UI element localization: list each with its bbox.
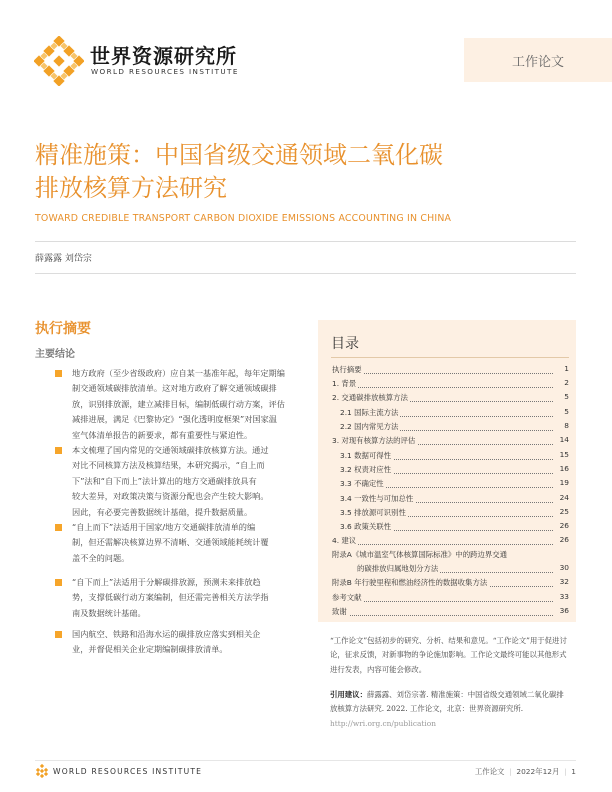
toc-leader <box>332 387 553 388</box>
toc-item[interactable] <box>332 450 569 464</box>
toc-item-page: 33 <box>559 592 569 601</box>
finding-line: 室气体清单报告的新要求，都有重要性与紧迫性。 <box>72 429 253 440</box>
finding-line: 势，支撑低碳行动方案编制，但还需完善相关方法学指 <box>72 592 269 603</box>
toc-item[interactable] <box>332 592 569 606</box>
toc-item-label: 1. 背景 <box>332 379 357 388</box>
bullet-icon <box>55 631 62 638</box>
toc-leader <box>332 544 553 545</box>
citation-url[interactable]: http://wri.org.cn/publication <box>330 718 436 728</box>
executive-summary-heading: 执行摘要 <box>35 321 91 337</box>
toc-item-label: 3.1 数据可得性 <box>340 451 392 460</box>
toc-item-page: 25 <box>559 507 569 516</box>
toc-item[interactable] <box>332 577 569 591</box>
toc-item[interactable] <box>332 521 569 535</box>
bullet-icon <box>55 579 62 586</box>
toc-item[interactable] <box>332 535 569 549</box>
table-of-contents <box>318 320 576 622</box>
toc-leader <box>332 615 553 616</box>
finding-item <box>72 443 297 520</box>
working-paper-note: “工作论文”包括初步的研究、分析、结果和意见。“工作论文”用于促进讨论，征求反馈，对新事物的争论施加影响。工作论文最终可能以其他形式进行发表，内容可能会修改。 <box>330 636 567 674</box>
finding-item <box>72 520 297 566</box>
toc-item-label: 3.2 权责对应性 <box>340 465 392 474</box>
footer-divider <box>35 760 576 761</box>
toc-item-page: 2 <box>564 378 569 387</box>
finding-line: 对比不同核算方法及核算结果，本研究揭示，“自上而 <box>72 460 265 471</box>
toc-item[interactable] <box>332 364 569 378</box>
logo-chinese-name: 世界资源研究所 <box>90 44 237 68</box>
toc-item-page: 5 <box>564 392 569 401</box>
toc-leader <box>332 373 553 374</box>
toc-item[interactable] <box>332 493 569 507</box>
toc-item[interactable] <box>332 435 569 449</box>
finding-line: “自上而下”法适用于国家/地方交通碳排放清单的编 <box>72 522 256 532</box>
toc-item[interactable] <box>332 421 569 435</box>
bullet-icon <box>55 370 62 377</box>
toc-item-label: 2. 交通碳排放核算方法 <box>332 393 408 402</box>
toc-item-page: 8 <box>564 421 569 430</box>
page-title <box>35 139 535 205</box>
toc-item[interactable] <box>332 549 569 563</box>
wri-small-logo-icon <box>35 764 49 778</box>
finding-line: 南及数据统计基础。 <box>72 607 146 618</box>
toc-item-page: 26 <box>559 521 569 530</box>
finding-line: 制，但还需解决核算边界不清晰、交通领域能耗统计覆 <box>72 537 269 548</box>
toc-item-label: 4. 建议 <box>332 536 357 545</box>
english-title: TOWARD CREDIBLE TRANSPORT CARBON DIOXIDE EMISSIONS ACCOUNTING IN CHINA <box>35 213 452 224</box>
toc-item-page: 26 <box>559 535 569 544</box>
toc-item-label: 执行摘要 <box>332 365 362 374</box>
citation-text: 薛露露、刘岱宗著. 精准施策：中国省级交通领域二氧化碳排放核算方法研究. 2022. 工作论文，北京：世界资源研究所. <box>330 690 564 714</box>
toc-item[interactable] <box>332 392 569 406</box>
toc-divider <box>331 357 569 358</box>
toc-item-page: 15 <box>559 450 569 459</box>
finding-line: 盖不全的问题。 <box>72 552 130 563</box>
footer-org-name: WORLD RESOURCES INSTITUTE <box>53 767 203 776</box>
finding-line: “自下而上”法适用于分解碳排放源，预测未来排放趋 <box>72 577 261 587</box>
toc-item[interactable] <box>332 478 569 492</box>
toc-item-label: 的碳排放归属地划分方法 <box>357 564 439 573</box>
footer-doc-type: 工作论文 <box>474 767 505 776</box>
citation-label: 引用建议： <box>330 690 367 699</box>
finding-item <box>72 575 297 621</box>
toc-item-label: 3. 对现有核算方法的评估 <box>332 436 416 445</box>
toc-item-page: 14 <box>559 435 569 444</box>
toc-item-label: 3.3 不确定性 <box>340 479 384 488</box>
document-type-label: 工作论文 <box>511 55 564 70</box>
finding-line: 业，并督促相关企业定期编制碳排放清单。 <box>72 644 228 655</box>
finding-item <box>72 366 297 443</box>
document-type-tag <box>464 38 612 82</box>
citation <box>330 688 570 731</box>
divider <box>35 273 576 274</box>
toc-item-page: 5 <box>564 407 569 416</box>
toc-item-page: 36 <box>559 606 569 615</box>
toc-item-label: 致谢 <box>332 607 347 616</box>
toc-item-label: 3.4 一致性与可加总性 <box>340 494 414 503</box>
toc-item[interactable] <box>332 507 569 521</box>
toc-item-page: 30 <box>559 563 569 572</box>
toc-item-label: 附录A《城市温室气体核算国际标准》中的跨边界交通 <box>332 550 508 559</box>
finding-line: 国内航空、铁路和沿海水运的碳排放应落实到相关企 <box>72 629 261 639</box>
toc-item-label: 2.1 国际主流方法 <box>340 408 399 417</box>
finding-line: 放，识别排放源，建立减排目标，编制低碳行动方案，评估 <box>72 398 285 409</box>
finding-line: 本文梳理了国内常见的交通领域碳排放核算方法。通过 <box>72 445 269 455</box>
finding-line: 地方政府（至少省级政府）应自某一基准年起，每年定期编 <box>72 368 285 378</box>
finding-line: 较大差异，对政策决策与资源分配也会产生较大影响。 <box>72 491 269 502</box>
footer-date: 2022年12月 <box>516 767 560 776</box>
toc-item-label: 3.6 政策关联性 <box>340 522 392 531</box>
toc-item-page: 19 <box>559 478 569 487</box>
toc-item-label: 参考文献 <box>332 593 362 602</box>
finding-line: 下”法和“自下而上”法计算出的地方交通碳排放具有 <box>72 475 257 486</box>
toc-item[interactable] <box>332 563 569 577</box>
toc-item-page: 1 <box>564 364 569 373</box>
page-number: 1 <box>571 767 576 776</box>
toc-item-label: 2.2 国内常见方法 <box>340 422 399 431</box>
wri-logo-icon <box>34 36 84 86</box>
finding-line: 减排进展，满足《巴黎协定》“强化透明度框架”对国家温 <box>72 414 277 425</box>
finding-line: 制交通领域碳排放清单。这对地方政府了解交通领域碳排 <box>72 383 277 394</box>
footer-meta: 工作论文 | 2022年12月 | 1 <box>474 767 576 776</box>
toc-item[interactable] <box>332 407 569 421</box>
toc-item[interactable] <box>332 378 569 392</box>
authors: 薛露露 刘岱宗 <box>35 254 92 264</box>
toc-leader <box>332 601 553 602</box>
toc-item-label: 附录B 年行驶里程和燃油经济性的数据收集方法 <box>332 578 488 587</box>
toc-title: 目录 <box>331 336 359 352</box>
toc-item-page: 16 <box>559 464 569 473</box>
toc-item-label: 3.5 排放源可识别性 <box>340 508 406 517</box>
logo-english-name: WORLD RESOURCES INSTITUTE <box>91 67 239 76</box>
toc-item[interactable] <box>332 464 569 478</box>
bullet-icon <box>55 447 62 454</box>
toc-item-page: 32 <box>559 577 569 586</box>
title-line-2: 排放核算方法研究 <box>35 174 227 202</box>
toc-item-page: 24 <box>559 493 569 502</box>
finding-item <box>72 627 297 658</box>
toc-item[interactable] <box>332 606 569 620</box>
bullet-icon <box>55 524 62 531</box>
divider <box>35 241 576 242</box>
finding-line: 因此，有必要完善数据统计基础，提升数据质量。 <box>72 506 253 517</box>
title-line-1: 精准施策：中国省级交通领域二氧化碳 <box>35 141 443 169</box>
key-findings-heading: 主要结论 <box>35 349 75 360</box>
